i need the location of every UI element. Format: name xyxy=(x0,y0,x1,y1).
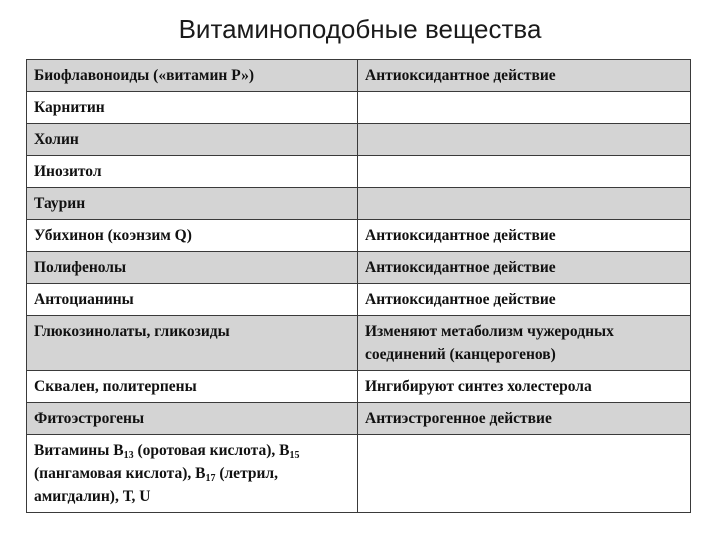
substance-cell xyxy=(27,435,358,513)
effect-cell xyxy=(358,188,691,220)
substance-cell: Холин xyxy=(27,124,358,156)
table-row xyxy=(27,188,691,220)
substance-cell: Убихинон (коэнзим Q) xyxy=(27,220,358,252)
vitamin-like-substances-table xyxy=(26,59,691,513)
vitamins-text-part: (пангамовая кислота), В xyxy=(34,465,206,482)
effect-cell: Антиоксидантное действие xyxy=(358,60,691,92)
substance-cell: Сквален, политерпены xyxy=(27,371,358,403)
substance-cell: Глюкозинолаты, гликозиды xyxy=(27,316,358,371)
table-row xyxy=(27,371,691,403)
table-row xyxy=(27,435,691,513)
vitamins-text-part: (летрил, амигдалин), Т, U xyxy=(34,465,278,505)
effect-cell: Антиэстрогенное действие xyxy=(358,403,691,435)
effect-cell: Ингибируют синтез холестерола xyxy=(358,371,691,403)
subscript: 13 xyxy=(123,450,134,461)
table-row xyxy=(27,124,691,156)
effect-cell xyxy=(358,156,691,188)
substance-cell: Фитоэстрогены xyxy=(27,403,358,435)
subscript: 15 xyxy=(289,450,300,461)
substance-cell: Карнитин xyxy=(27,92,358,124)
effect-cell xyxy=(358,435,691,513)
effect-cell xyxy=(358,124,691,156)
table-row xyxy=(27,156,691,188)
subscript: 17 xyxy=(205,473,216,484)
vitamins-text-part: Витамины В xyxy=(34,442,124,459)
effect-cell xyxy=(358,92,691,124)
table-row xyxy=(27,220,691,252)
effect-cell: Антиоксидантное действие xyxy=(358,252,691,284)
substance-cell: Таурин xyxy=(27,188,358,220)
table-row xyxy=(27,92,691,124)
effect-cell: Изменяют метаболизм чужеродных соединений (канцерогенов) xyxy=(358,316,691,371)
table-row xyxy=(27,403,691,435)
effect-cell: Антиоксидантное действие xyxy=(358,284,691,316)
table-row xyxy=(27,60,691,92)
effect-cell: Антиоксидантное действие xyxy=(358,220,691,252)
substance-cell: Антоцианины xyxy=(27,284,358,316)
substance-cell: Полифенолы xyxy=(27,252,358,284)
vitamins-text-part: (оротовая кислота), В xyxy=(133,442,290,459)
substance-cell: Инозитол xyxy=(27,156,358,188)
substance-cell: Биофлавоноиды («витамин Р») xyxy=(27,60,358,92)
table-row xyxy=(27,284,691,316)
table-row xyxy=(27,316,691,371)
page-title: Витаминоподобные вещества xyxy=(178,14,542,44)
table-row xyxy=(27,252,691,284)
